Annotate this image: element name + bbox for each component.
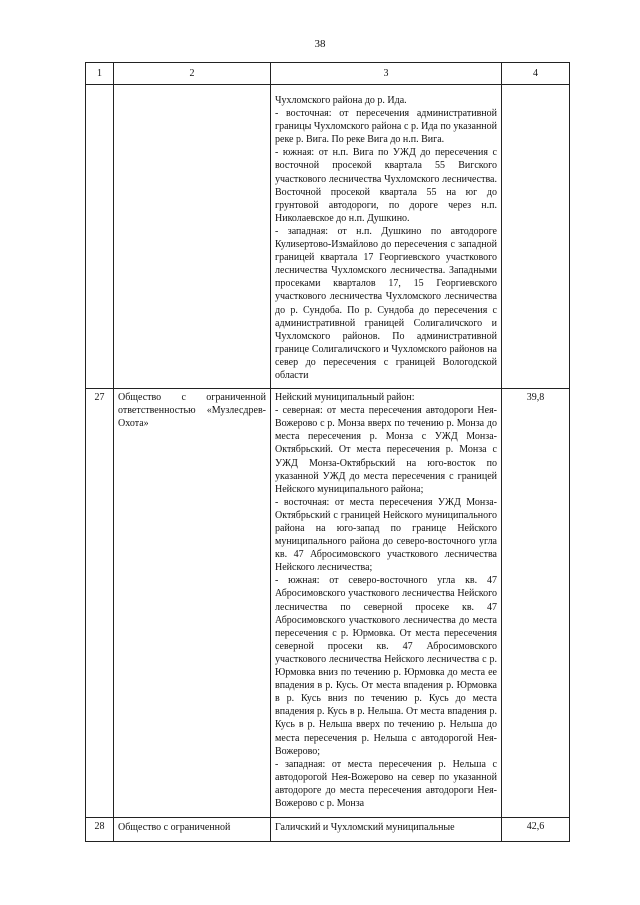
- organization-name: Общество с ограниченной ответственностью «Музлесдрев-Охота»: [114, 389, 271, 818]
- description-paragraph: - северная: от места пересечения автодороги Нея-Вожерово с р. Монза вверх по течению р. Монза до места пересечения р. Монза с УЖД Монза-Октябрьский. От места пересечения р. Монза с УЖД Монза-Октябрьский на юго-восток по указанной УЖД до места пересечения с границей Нейского муниципального района;: [275, 405, 497, 495]
- description-paragraph: - восточная: от места пересечения УЖД Монза-Октябрьский с границей Нейского муниципального района на юго-запад по границе Нейского муниципального района до северо-восточного угла кв. 47 Абросимовского участкового лесничества Нейского лесничества;: [275, 496, 497, 574]
- description-paragraph: - восточная: от пересечения административной границы Чухломского района с р. Ида по указанной реке р. Вига. По реке Вига до н.п. Вига.: [275, 108, 497, 146]
- area-value: 42,6: [502, 818, 570, 842]
- description-paragraph: - южная: от северо-восточного угла кв. 47 Абросимовского участкового лесничества Нейского лесничества по северной просеке кв. 47 Абросимовского участкового лесничества до места пересечения с р. Юрмовка. От места пересечения северной просеки кв. 47 Абросимовского участкового лесничества Нейского лесничества с р. Юрмовка вниз по течению р. Юрмовка до места ее впадения в р. Кусь. От места впадения р. Юрмовка в р. Кусь вниз по течению р. Кусь до места впадения р. Кусь в р. Нельша. От места впадения р. Кусь в р. Нельша вверх по течению р. Нельша до места пересечения р. Нельша с автодорогой Нея-Вожерово;: [275, 575, 497, 757]
- column-header: 4: [502, 63, 570, 85]
- description-paragraph: - южная: от н.п. Вига по УЖД до пересечения с восточной просекой квартала 55 Вигского участкового лесничества Чухломского лесничества. Восточной просекой квартала 55 на юг до грунтовой автодороги, по дороге через н.п. Николаевское до н.п. Душкино.: [275, 147, 497, 224]
- table-row: [86, 85, 570, 389]
- description-paragraph: Чухломского района до р. Ида.: [275, 95, 407, 106]
- hunting-grounds-table: [85, 62, 570, 842]
- area-value: 39,8: [502, 389, 570, 818]
- table-header-row: [86, 63, 570, 85]
- boundary-description: [271, 85, 502, 389]
- row-number: [86, 85, 114, 389]
- column-header: 2: [114, 63, 271, 85]
- area-value: [502, 85, 570, 389]
- boundary-description: [271, 818, 502, 842]
- column-header: 3: [271, 63, 502, 85]
- column-header: 1: [86, 63, 114, 85]
- row-number: 27: [86, 389, 114, 818]
- description-paragraph: Галичский и Чухломский муниципальные: [275, 822, 455, 834]
- description-paragraph: - западная: от н.п. Душкино по автодороге Кулиsертово-Измайлово до пересечения с западной границей квартала 17 Георгиевского участкового лесничества Чухломского лесничества. Западными просеками кварталов 17, 15 Георгиевского участкового лесничества Чухломского лесничества до р. Сундоба. По р. Сундоба до пересечения с административной границей Солигаличского и Чухломского районов. По административной границе Солигаличского и Чухломского районов на север до пересечения с границей Вологодской области: [275, 225, 497, 381]
- table-row: [86, 818, 570, 842]
- boundary-description: [271, 389, 502, 818]
- organization-name: Общество с ограниченной: [114, 818, 271, 842]
- description-paragraph: Нейский муниципальный район:: [275, 392, 415, 404]
- page-number: 38: [314, 38, 326, 50]
- description-paragraph: - западная: от места пересечения р. Нельша с автодорогой Нея-Вожерово на север по указанной автодороге до места пересечения автодороги Нея-Вожерово с р. Монза: [275, 758, 497, 809]
- row-number: 28: [86, 818, 114, 842]
- table-row: [86, 389, 570, 818]
- organization-name: [114, 85, 271, 389]
